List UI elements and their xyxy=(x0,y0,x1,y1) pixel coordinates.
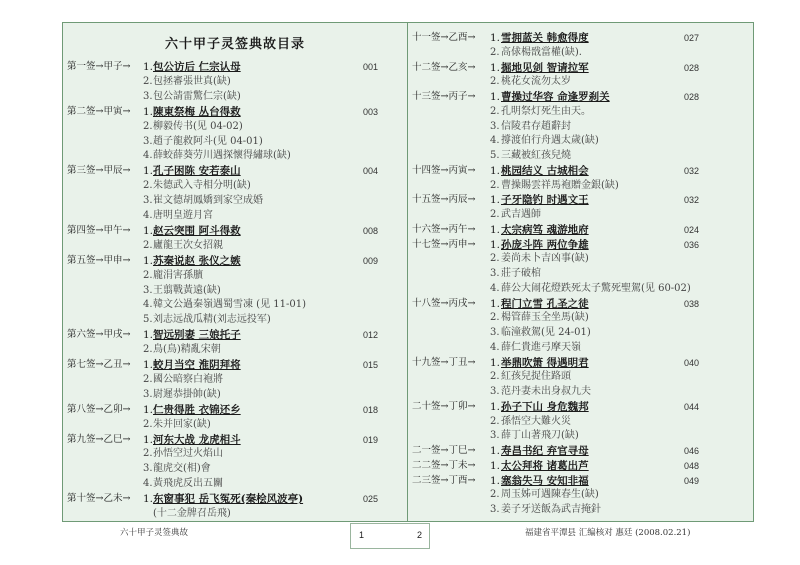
footer-compiler-info: 福建省平潭县 汇编核对 惠廷 (2008.02.21) xyxy=(525,528,691,538)
lot-entry xyxy=(67,164,403,178)
item-number: 2. xyxy=(143,448,153,460)
lot-label: 二二签→丁未→ xyxy=(412,459,476,471)
story-title: 程门立雪 孔圣之徒 xyxy=(501,297,589,310)
story-item xyxy=(67,462,403,476)
story-title: 王翦戰黃遠(缺) xyxy=(153,284,221,296)
story-item xyxy=(412,208,748,222)
story-title: 薛公大闹花燈跌死太子驚死聖駕(见 60-02) xyxy=(501,282,691,294)
right-page xyxy=(408,22,754,522)
story-item xyxy=(67,135,403,149)
lot-entry xyxy=(67,433,403,447)
lot-label: 十一签→乙酉→ xyxy=(412,32,476,43)
story-title: 太宗病笃 魂游地府 xyxy=(501,223,589,236)
story-item xyxy=(412,120,748,134)
item-number: 1. xyxy=(490,91,501,103)
item-number: 1. xyxy=(143,329,154,342)
lot-label: 第九签→乙巳→ xyxy=(67,433,131,445)
story-title: 黃飛虎反出五關 xyxy=(153,478,223,490)
story-item xyxy=(412,341,748,355)
story-title: 智远别妻 三娘托子 xyxy=(153,329,241,342)
story-title: 薛仁貴進弓摩天嶺 xyxy=(501,341,581,353)
page-ref: 008 xyxy=(363,225,379,236)
lot-entry xyxy=(67,358,403,372)
page-ref: 044 xyxy=(684,401,700,412)
item-number: 3. xyxy=(490,504,500,515)
item-number: 3. xyxy=(490,268,500,279)
story-title: 临潼救駕(见 24-01) xyxy=(501,327,591,338)
lot-entry xyxy=(67,254,403,268)
lot-label: 第六签→甲戌→ xyxy=(67,329,131,341)
page-ref: 028 xyxy=(684,62,700,73)
story-item xyxy=(67,75,403,89)
lot-label: 十六签→丙午→ xyxy=(412,223,476,235)
story-title: 姜尚未卜吉凶事(缺) xyxy=(501,253,589,265)
story-title: 國公暗察白袍將 xyxy=(153,373,223,385)
item-number: 1. xyxy=(490,445,501,457)
story-title: 三藏被紅孩兒燒 xyxy=(501,150,571,161)
story-item xyxy=(412,370,748,384)
item-number: 3. xyxy=(490,386,500,397)
item-number: 4. xyxy=(490,341,500,353)
story-item xyxy=(412,385,748,399)
story-item xyxy=(412,134,748,148)
story-title: 撐渡伯行舟遇太歲(缺) xyxy=(501,135,599,147)
item-number: 2. xyxy=(143,75,153,87)
story-title: 蛟月当空 淮阴拜将 xyxy=(153,359,241,371)
story-item xyxy=(412,46,748,60)
story-title: 高俅楊戩當權(缺). xyxy=(501,46,582,58)
lot-label: 十四签→丙寅→ xyxy=(412,164,476,176)
story-title: 寿昌书纪 弃官寻母 xyxy=(501,445,589,457)
page-ref: 009 xyxy=(363,255,379,266)
lot-label: 二十签→丁卯→ xyxy=(412,400,476,412)
story-item xyxy=(412,415,748,429)
item-number: 3. xyxy=(143,284,153,296)
story-item xyxy=(412,503,748,517)
story-title: 龍虎交(相)會 xyxy=(153,463,211,475)
story-item xyxy=(412,282,748,296)
page-ref: 032 xyxy=(684,195,700,206)
story-title: 龐涓害孫臏 xyxy=(153,269,203,281)
lot-entry xyxy=(412,356,748,370)
left-page xyxy=(62,22,408,522)
item-number: 5. xyxy=(490,150,500,161)
item-number: 5. xyxy=(143,314,153,326)
lot-entry xyxy=(67,492,403,506)
story-title: 韓文公過秦嶺遇蜀雪凍 (见 11-01) xyxy=(153,299,306,311)
story-title: 孫悟空大難火災 xyxy=(501,415,571,427)
lot-label: 第十签→乙未→ xyxy=(67,493,131,505)
page-ref: 018 xyxy=(363,404,379,415)
story-title: 紅孩兒捉住路頭 xyxy=(501,371,571,383)
story-item xyxy=(67,373,403,387)
story-title: 崔文德胡鳳嬌到家空成婚 xyxy=(153,195,263,207)
item-number: 4. xyxy=(143,150,153,162)
story-item xyxy=(67,298,403,312)
item-number: 1. xyxy=(143,224,154,237)
story-title: 范丹妻未出身叔九夫 xyxy=(501,386,591,397)
story-item xyxy=(67,418,403,432)
item-number: 2. xyxy=(143,120,153,132)
item-number: 1. xyxy=(490,164,501,177)
story-item xyxy=(67,284,403,298)
item-number: 2. xyxy=(490,76,500,88)
item-number: 4. xyxy=(143,478,153,490)
page-ref: 027 xyxy=(684,33,700,43)
story-item xyxy=(67,507,403,521)
lot-label: 十五签→丙辰→ xyxy=(412,194,476,206)
item-number: 2. xyxy=(490,253,500,265)
item-number: 2. xyxy=(490,489,500,501)
page-number-box xyxy=(350,523,430,549)
page-title: 六十甲子灵签典故目录 xyxy=(164,37,305,52)
item-number: 2. xyxy=(143,418,153,430)
story-item xyxy=(412,105,748,119)
story-title: 趙子龍救阿斗(见 04-01) xyxy=(153,135,263,147)
item-number: 2. xyxy=(490,105,500,117)
item-number: 1. xyxy=(143,359,154,371)
page-number-left: 1 xyxy=(359,530,365,540)
item-number: 2. xyxy=(143,180,153,192)
item-number: 1. xyxy=(490,194,501,207)
lot-entry xyxy=(412,444,748,458)
item-number: 1. xyxy=(490,400,501,413)
story-item xyxy=(67,209,403,223)
story-title: 包公访后 仁宗认母 xyxy=(153,61,241,73)
item-number: 1. xyxy=(490,459,501,472)
item-number: 1. xyxy=(490,61,501,74)
item-number: 4. xyxy=(490,282,500,294)
story-title: 苏秦说赵 张仪之嫉 xyxy=(153,254,241,267)
lot-entry xyxy=(412,474,748,488)
lot-label: 第一签→甲子→ xyxy=(67,61,131,72)
story-title: 周玉姊可遇陳春生(缺) xyxy=(501,489,599,501)
item-number: 2. xyxy=(490,209,500,220)
item-number: 1. xyxy=(143,254,154,267)
item-number: 3. xyxy=(490,327,500,338)
item-number: 1. xyxy=(143,403,154,416)
story-title: 仁贵得胜 衣锦还乡 xyxy=(153,403,241,416)
story-title: 包公請雷驚仁宗(缺) xyxy=(153,90,241,102)
item-number: 1. xyxy=(143,105,154,118)
story-item xyxy=(67,447,403,461)
lot-label: 第七签→乙丑→ xyxy=(67,359,131,370)
story-title: 东窗事犯 岳飞冤死(秦桧风波亭) xyxy=(153,493,304,506)
page-number-right: 2 xyxy=(417,530,423,540)
lot-entry xyxy=(67,403,403,417)
page-ref: 024 xyxy=(684,224,700,235)
lot-entry xyxy=(412,223,748,237)
item-number: 2. xyxy=(490,415,500,427)
item-number: 1. xyxy=(490,297,501,310)
story-title: 孙悟空过火焰山 xyxy=(153,448,223,460)
story-title: (十二金牌召岳飛) xyxy=(153,508,231,519)
story-title: 赵云突围 阿斗得救 xyxy=(153,224,241,237)
item-number: 1. xyxy=(143,493,154,506)
item-number: 1. xyxy=(490,32,501,44)
story-title: 桃园结义 古城相会 xyxy=(501,164,589,177)
item-number: 2. xyxy=(143,269,153,281)
page-ref: 012 xyxy=(363,330,379,341)
item-number: 2. xyxy=(490,46,500,58)
lot-label: 第五签→甲申→ xyxy=(67,254,131,266)
item-number: 3. xyxy=(143,90,153,102)
story-item xyxy=(67,343,403,357)
story-title: 薛丁山著飛刀(缺) xyxy=(501,430,579,442)
page-ref: 025 xyxy=(363,494,379,505)
story-title: 孙子下山 身危魏邦 xyxy=(501,400,589,413)
lot-label: 第三签→甲辰→ xyxy=(67,165,131,177)
item-number: 3. xyxy=(490,120,500,132)
page-ref: 049 xyxy=(684,475,700,486)
story-item xyxy=(412,429,748,443)
story-title: 信陵君存趙辭封 xyxy=(501,120,571,132)
story-title: 武吉遇師 xyxy=(501,209,541,220)
lot-entry xyxy=(412,90,748,104)
page-ref: 028 xyxy=(684,92,700,102)
lot-entry xyxy=(412,238,748,252)
item-number: 4. xyxy=(490,135,500,147)
lot-label: 二一签→丁巳→ xyxy=(412,445,476,456)
story-title: 包拯審張世真(缺) xyxy=(153,75,231,87)
story-item xyxy=(67,239,403,253)
lot-label: 二三签→丁酉→ xyxy=(412,474,476,486)
page-ref: 036 xyxy=(684,239,700,250)
item-number: 3. xyxy=(490,430,500,442)
item-number: 1. xyxy=(143,61,154,73)
story-title: 尉遲恭掛帥(缺) xyxy=(153,388,221,400)
story-item xyxy=(67,179,403,193)
lot-label: 第二签→甲寅→ xyxy=(67,105,131,117)
item-number: 1. xyxy=(490,238,501,251)
lot-entry xyxy=(412,164,748,178)
story-title: 薛蛟薛葵劳川遇探懷得繡球(缺) xyxy=(153,150,291,162)
story-title: 河东大战 龙虎相斗 xyxy=(153,433,241,446)
lot-entry xyxy=(67,60,403,74)
story-title: 太公拜将 诸葛出芦 xyxy=(501,459,589,472)
lot-entry xyxy=(412,297,748,311)
story-title: 孔子困陈 安若泰山 xyxy=(153,165,241,178)
story-item xyxy=(67,269,403,283)
lot-label: 十八签→丙戌→ xyxy=(412,297,476,309)
story-item xyxy=(412,326,748,340)
story-title: 鳥(鳥)精亂宋朝 xyxy=(153,344,221,356)
item-number: 3. xyxy=(143,388,153,400)
item-number: 2. xyxy=(143,373,153,385)
story-title: 朱德武入寺相分明(缺) xyxy=(153,180,251,192)
story-item xyxy=(412,149,748,163)
page-ref: 048 xyxy=(684,460,700,471)
page-ref: 001 xyxy=(363,62,379,72)
lot-label: 第八签→乙卯→ xyxy=(67,403,131,415)
page-ref: 004 xyxy=(363,166,379,177)
story-title: 桃花女流勿太岁 xyxy=(501,76,571,88)
item-number: 2. xyxy=(143,344,153,356)
page-ref: 040 xyxy=(684,357,700,368)
page-ref: 038 xyxy=(684,298,700,309)
item-number: 3. xyxy=(143,195,153,207)
story-item xyxy=(67,149,403,163)
lot-label: 第四签→甲午→ xyxy=(67,224,131,236)
lot-label: 十九签→丁丑→ xyxy=(412,356,476,368)
item-number: 2. xyxy=(490,371,500,383)
page-ref: 046 xyxy=(684,446,700,456)
page-ref: 015 xyxy=(363,360,379,370)
story-title: 楊管薛玉全坐馬(缺) xyxy=(501,312,589,324)
story-title: 唐明皇遊月宮 xyxy=(153,210,213,221)
story-item xyxy=(412,252,748,266)
item-number: 3. xyxy=(143,463,153,475)
item-number: 1. xyxy=(143,165,154,178)
item-number: 3. xyxy=(143,135,153,147)
story-item xyxy=(67,194,403,208)
story-title: 举鼎吹箫 得遇明君 xyxy=(501,356,589,369)
story-title: 廬龍王次女招親 xyxy=(153,239,223,251)
lot-label: 十二签→乙亥→ xyxy=(412,61,476,73)
item-number: 1. xyxy=(490,223,501,236)
lot-entry xyxy=(412,31,748,45)
story-item xyxy=(412,75,748,89)
lot-entry xyxy=(412,459,748,473)
story-item xyxy=(412,267,748,281)
lot-entry xyxy=(67,224,403,238)
item-number: 2. xyxy=(490,179,500,191)
page-ref: 019 xyxy=(363,434,379,445)
lot-label: 十七签→丙申→ xyxy=(412,238,476,250)
lot-entry xyxy=(412,61,748,75)
story-item xyxy=(67,90,403,104)
story-item xyxy=(67,313,403,327)
story-title: 柳毅传书(见 04-02) xyxy=(153,120,243,132)
story-title: 塞翁失马 安知非福 xyxy=(501,474,589,487)
story-title: 曹操过华容 命逢罗刹关 xyxy=(501,91,610,103)
item-number: 2. xyxy=(143,239,153,251)
page-ref: 003 xyxy=(363,106,379,117)
item-number: 1. xyxy=(490,356,501,369)
story-title: 子牙隐钓 时遇文王 xyxy=(501,194,589,207)
story-item xyxy=(412,488,748,502)
lot-entry xyxy=(412,400,748,414)
story-title: 雪拥蓝关 韩愈得度 xyxy=(501,32,589,44)
story-title: 莊子破棺 xyxy=(501,268,541,279)
story-title: 掘地见剑 智请拉军 xyxy=(501,61,589,74)
story-title: 曹操賜雲祥馬袍贈金銀(缺) xyxy=(501,179,619,191)
lot-entry xyxy=(67,105,403,119)
story-title: 刘志远战瓜精(刘志远投军) xyxy=(153,314,271,326)
story-title: 孙庞斗阵 两位争雄 xyxy=(501,238,589,251)
story-item xyxy=(67,477,403,491)
story-title: 陳東祭梅 丛台得救 xyxy=(153,105,241,118)
story-item xyxy=(412,311,748,325)
footer-book-title: 六十甲子灵签典故 xyxy=(120,528,189,538)
item-number: 4. xyxy=(143,210,153,221)
story-title: 姜子牙送飯為武吉掩針 xyxy=(501,504,601,515)
item-number: 1. xyxy=(490,474,501,487)
lot-label: 十三签→丙子→ xyxy=(412,91,476,102)
lot-entry xyxy=(412,193,748,207)
story-item xyxy=(67,388,403,402)
item-number: 4. xyxy=(143,299,153,311)
story-item xyxy=(412,179,748,193)
story-item xyxy=(67,120,403,134)
item-number: 1. xyxy=(143,433,154,446)
lot-entry xyxy=(67,328,403,342)
page-ref: 032 xyxy=(684,165,700,176)
story-title: 朱并回家(缺) xyxy=(153,418,211,430)
item-number: 2. xyxy=(490,312,500,324)
story-title: 孔明祭灯死生由天。 xyxy=(501,105,591,117)
